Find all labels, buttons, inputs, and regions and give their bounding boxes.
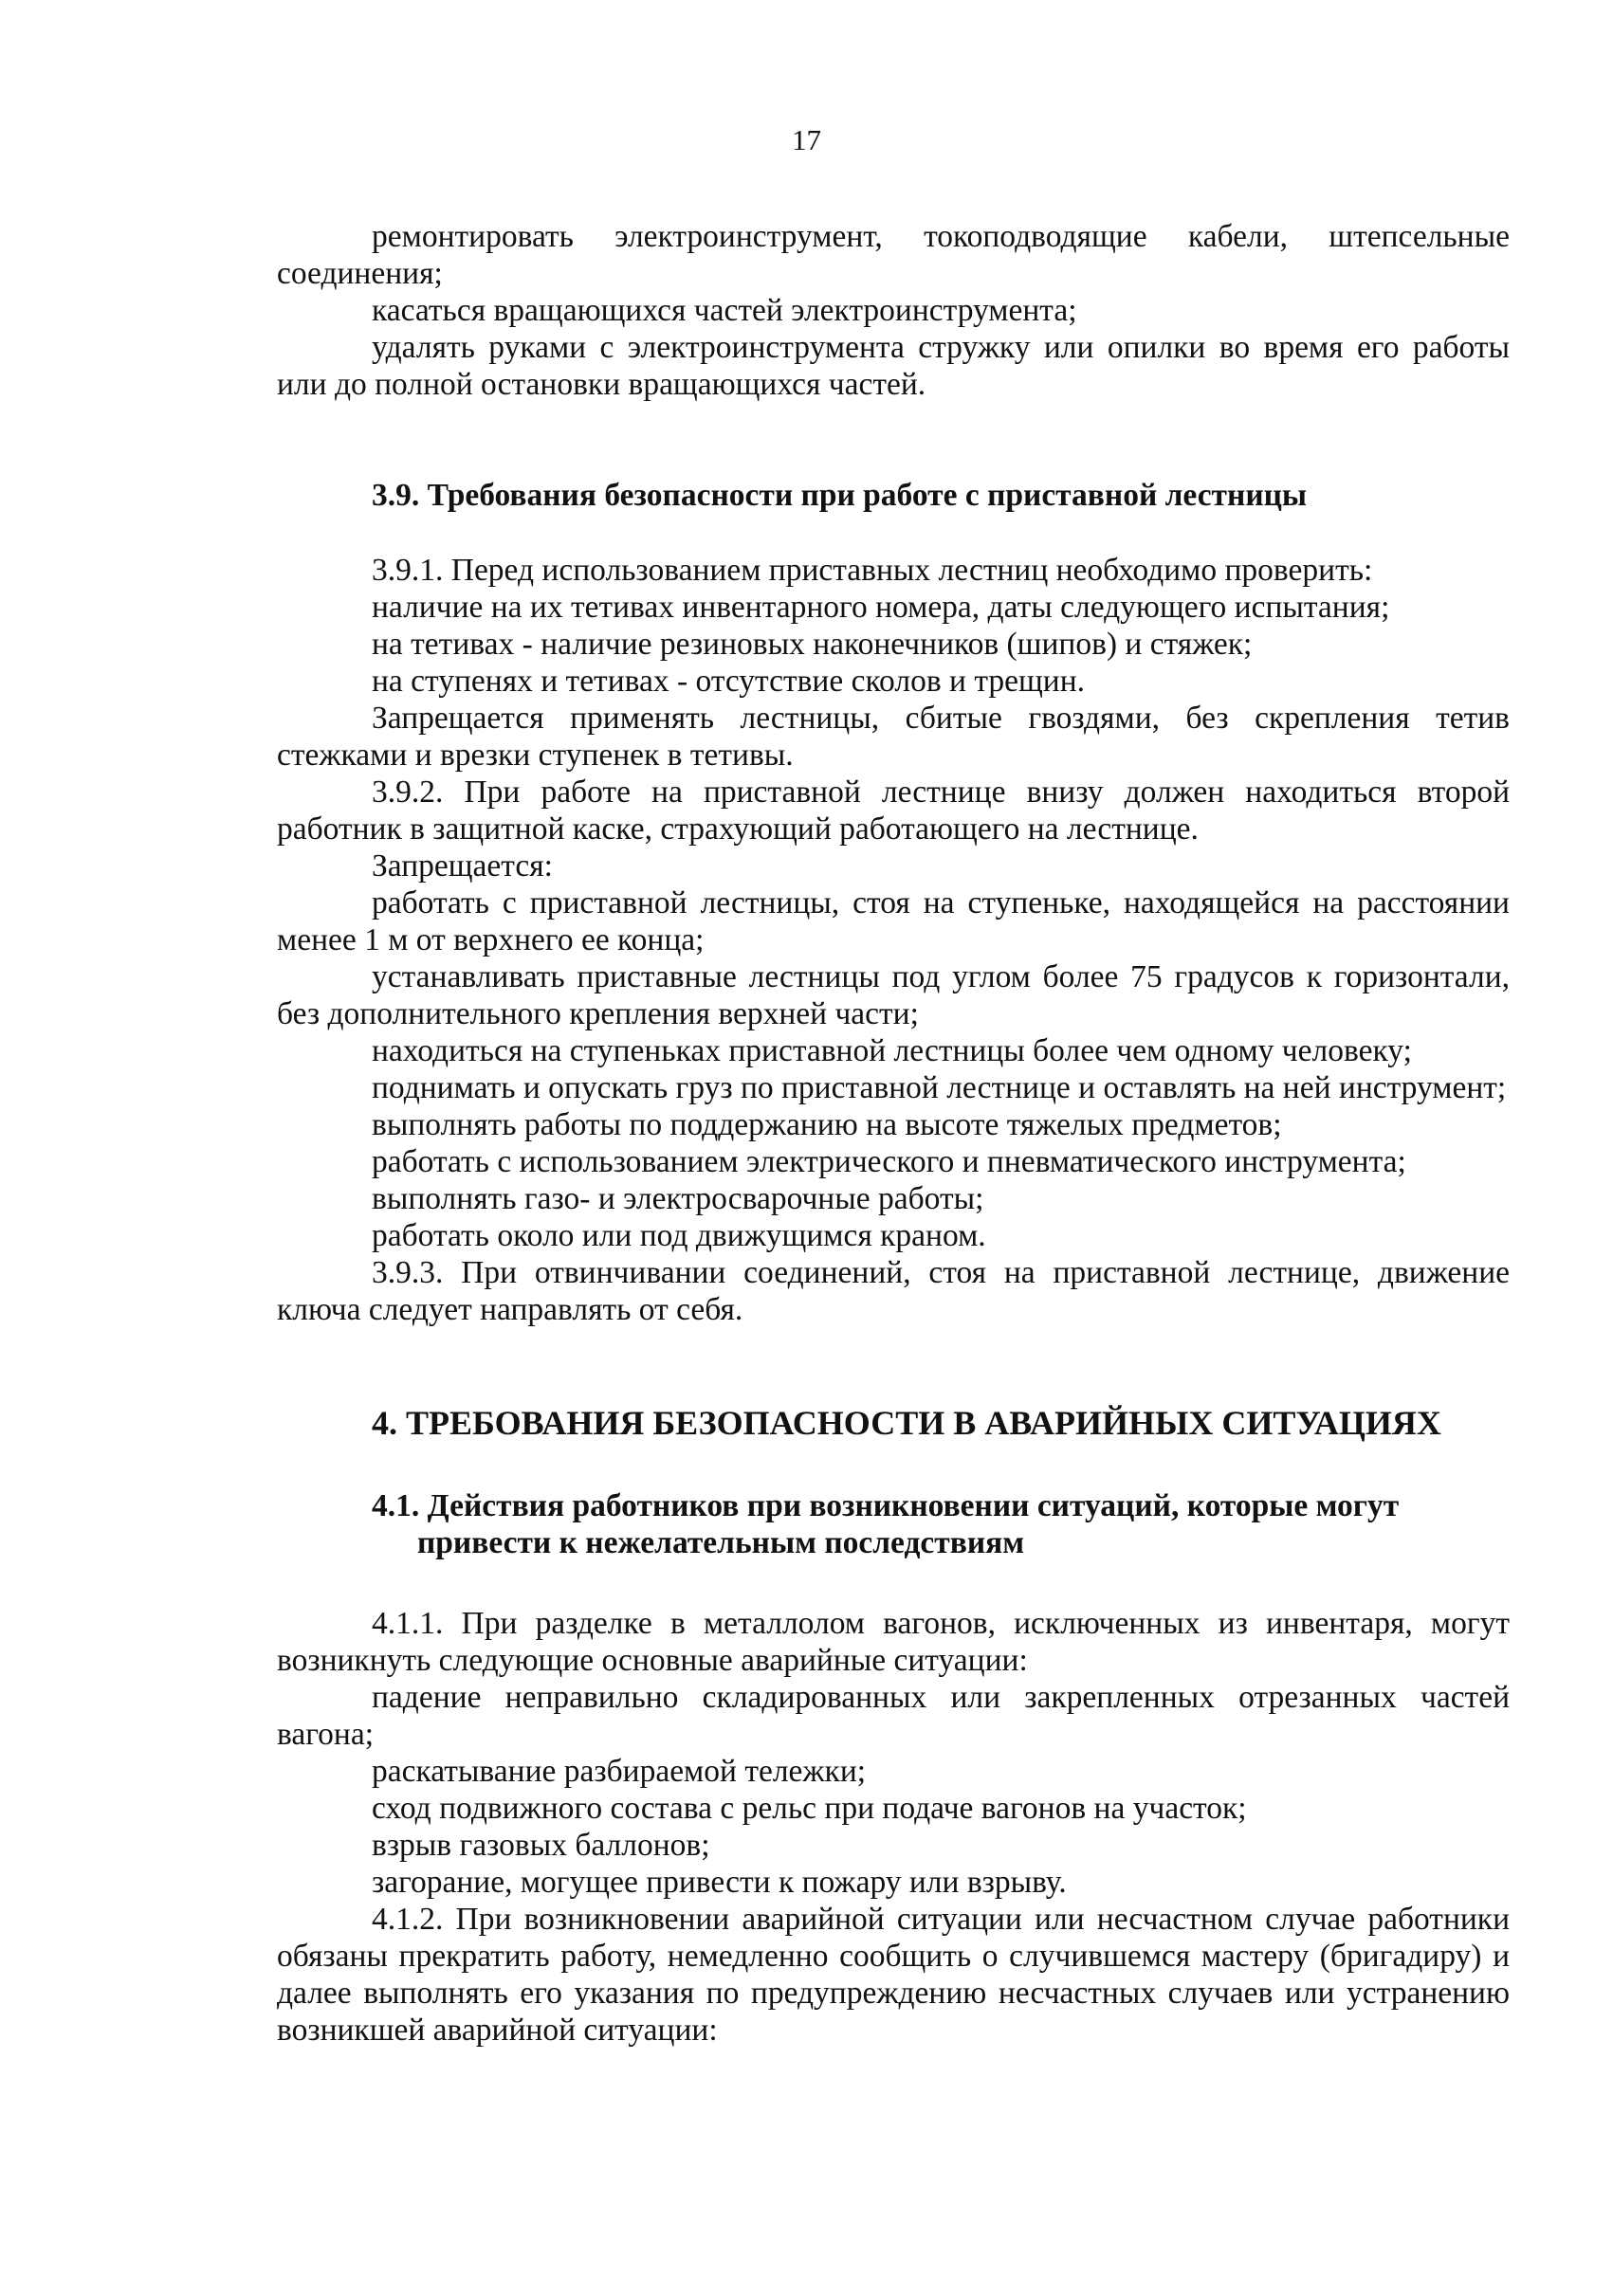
paragraph: устанавливать приставные лестницы под углом более 75 градусов к горизонтали, без дополнительного крепления верхней части;: [277, 959, 1510, 1031]
paragraph: 3.9.1. Перед использованием приставных лестниц необходимо проверить:: [372, 553, 1373, 588]
paragraph: падение неправильно складированных или закрепленных отрезанных частей вагона;: [277, 1680, 1510, 1752]
subsection-heading-line-1: 4.1. Действия работников при возникновении ситуаций, которые могут: [372, 1488, 1400, 1523]
paragraph: поднимать и опускать груз по приставной лестнице и оставлять на ней инструмент;: [372, 1070, 1507, 1105]
paragraph: на ступенях и тетивах - отсутствие сколов и трещин.: [372, 664, 1086, 699]
paragraph: взрыв газовых баллонов;: [372, 1828, 710, 1863]
paragraph: касаться вращающихся частей электроинструмента;: [372, 293, 1077, 328]
paragraph: работать с использованием электрического и пневматического инструмента;: [372, 1144, 1406, 1179]
paragraph: работать около или под движущимся краном.: [372, 1218, 986, 1253]
paragraph: сход подвижного состава с рельс при подаче вагонов на участок;: [372, 1791, 1247, 1826]
paragraph: раскатывание разбираемой тележки;: [372, 1754, 867, 1789]
subsection-heading-line-2: привести к нежелательным последствиям: [417, 1525, 1025, 1560]
paragraph: Запрещается применять лестницы, сбитые гвоздями, без скрепления тетив стежками и врезки ступенек в тетивы.: [277, 701, 1510, 773]
paragraph: работать с приставной лестницы, стоя на ступеньке, находящейся на расстоянии менее 1 м от верхнего ее конца;: [277, 885, 1510, 957]
paragraph: находиться на ступеньках приставной лестницы более чем одному человеку;: [372, 1033, 1412, 1068]
paragraph: на тетивах - наличие резиновых наконечников (шипов) и стяжек;: [372, 627, 1253, 662]
paragraph: выполнять работы по поддержанию на высоте тяжелых предметов;: [372, 1107, 1282, 1142]
paragraph: ремонтировать электроинструмент, токоподводящие кабели, штепсельные соединения;: [277, 219, 1510, 291]
section-heading-3-9: 3.9. Требования безопасности при работе с приставной лестницы: [372, 478, 1308, 513]
page-number: 17: [792, 123, 821, 156]
subsection-heading-4-1: [277, 1487, 1510, 1561]
paragraph: 4.1.1. При разделке в металлолом вагонов, исключенных из инвентаря, могут возникнуть следующие основные аварийные ситуации:: [277, 1606, 1510, 1678]
paragraph: Запрещается:: [372, 848, 553, 884]
section-heading-4: 4. ТРЕБОВАНИЯ БЕЗОПАСНОСТИ В АВАРИЙНЫХ СИТУАЦИЯХ: [372, 1404, 1441, 1442]
paragraph: 3.9.3. При отвинчивании соединений, стоя на приставной лестнице, движение ключа следует направлять от себя.: [277, 1255, 1510, 1327]
paragraph: выполнять газо- и электросварочные работы;: [372, 1181, 984, 1216]
body-text: [277, 218, 1510, 2049]
paragraph: загорание, могущее привести к пожару или взрыву.: [372, 1865, 1067, 1900]
paragraph: удалять руками с электроинструмента стружку или опилки во время его работы или до полной остановки вращающихся частей.: [277, 330, 1510, 402]
paragraph: 3.9.2. При работе на приставной лестнице внизу должен находиться второй работник в защитной каске, страхующий работающего на лестнице.: [277, 774, 1510, 847]
paragraph: наличие на их тетивах инвентарного номера, даты следующего испытания;: [372, 590, 1390, 625]
paragraph: 4.1.2. При возникновении аварийной ситуации или несчастном случае работники обязаны прекратить работу, немедленно сообщить о случившемся мастеру (бригадиру) и далее выполнять его указания по предупреждению несчастных случаев или устранению возникшей аварийной ситуации:: [277, 1902, 1510, 2048]
